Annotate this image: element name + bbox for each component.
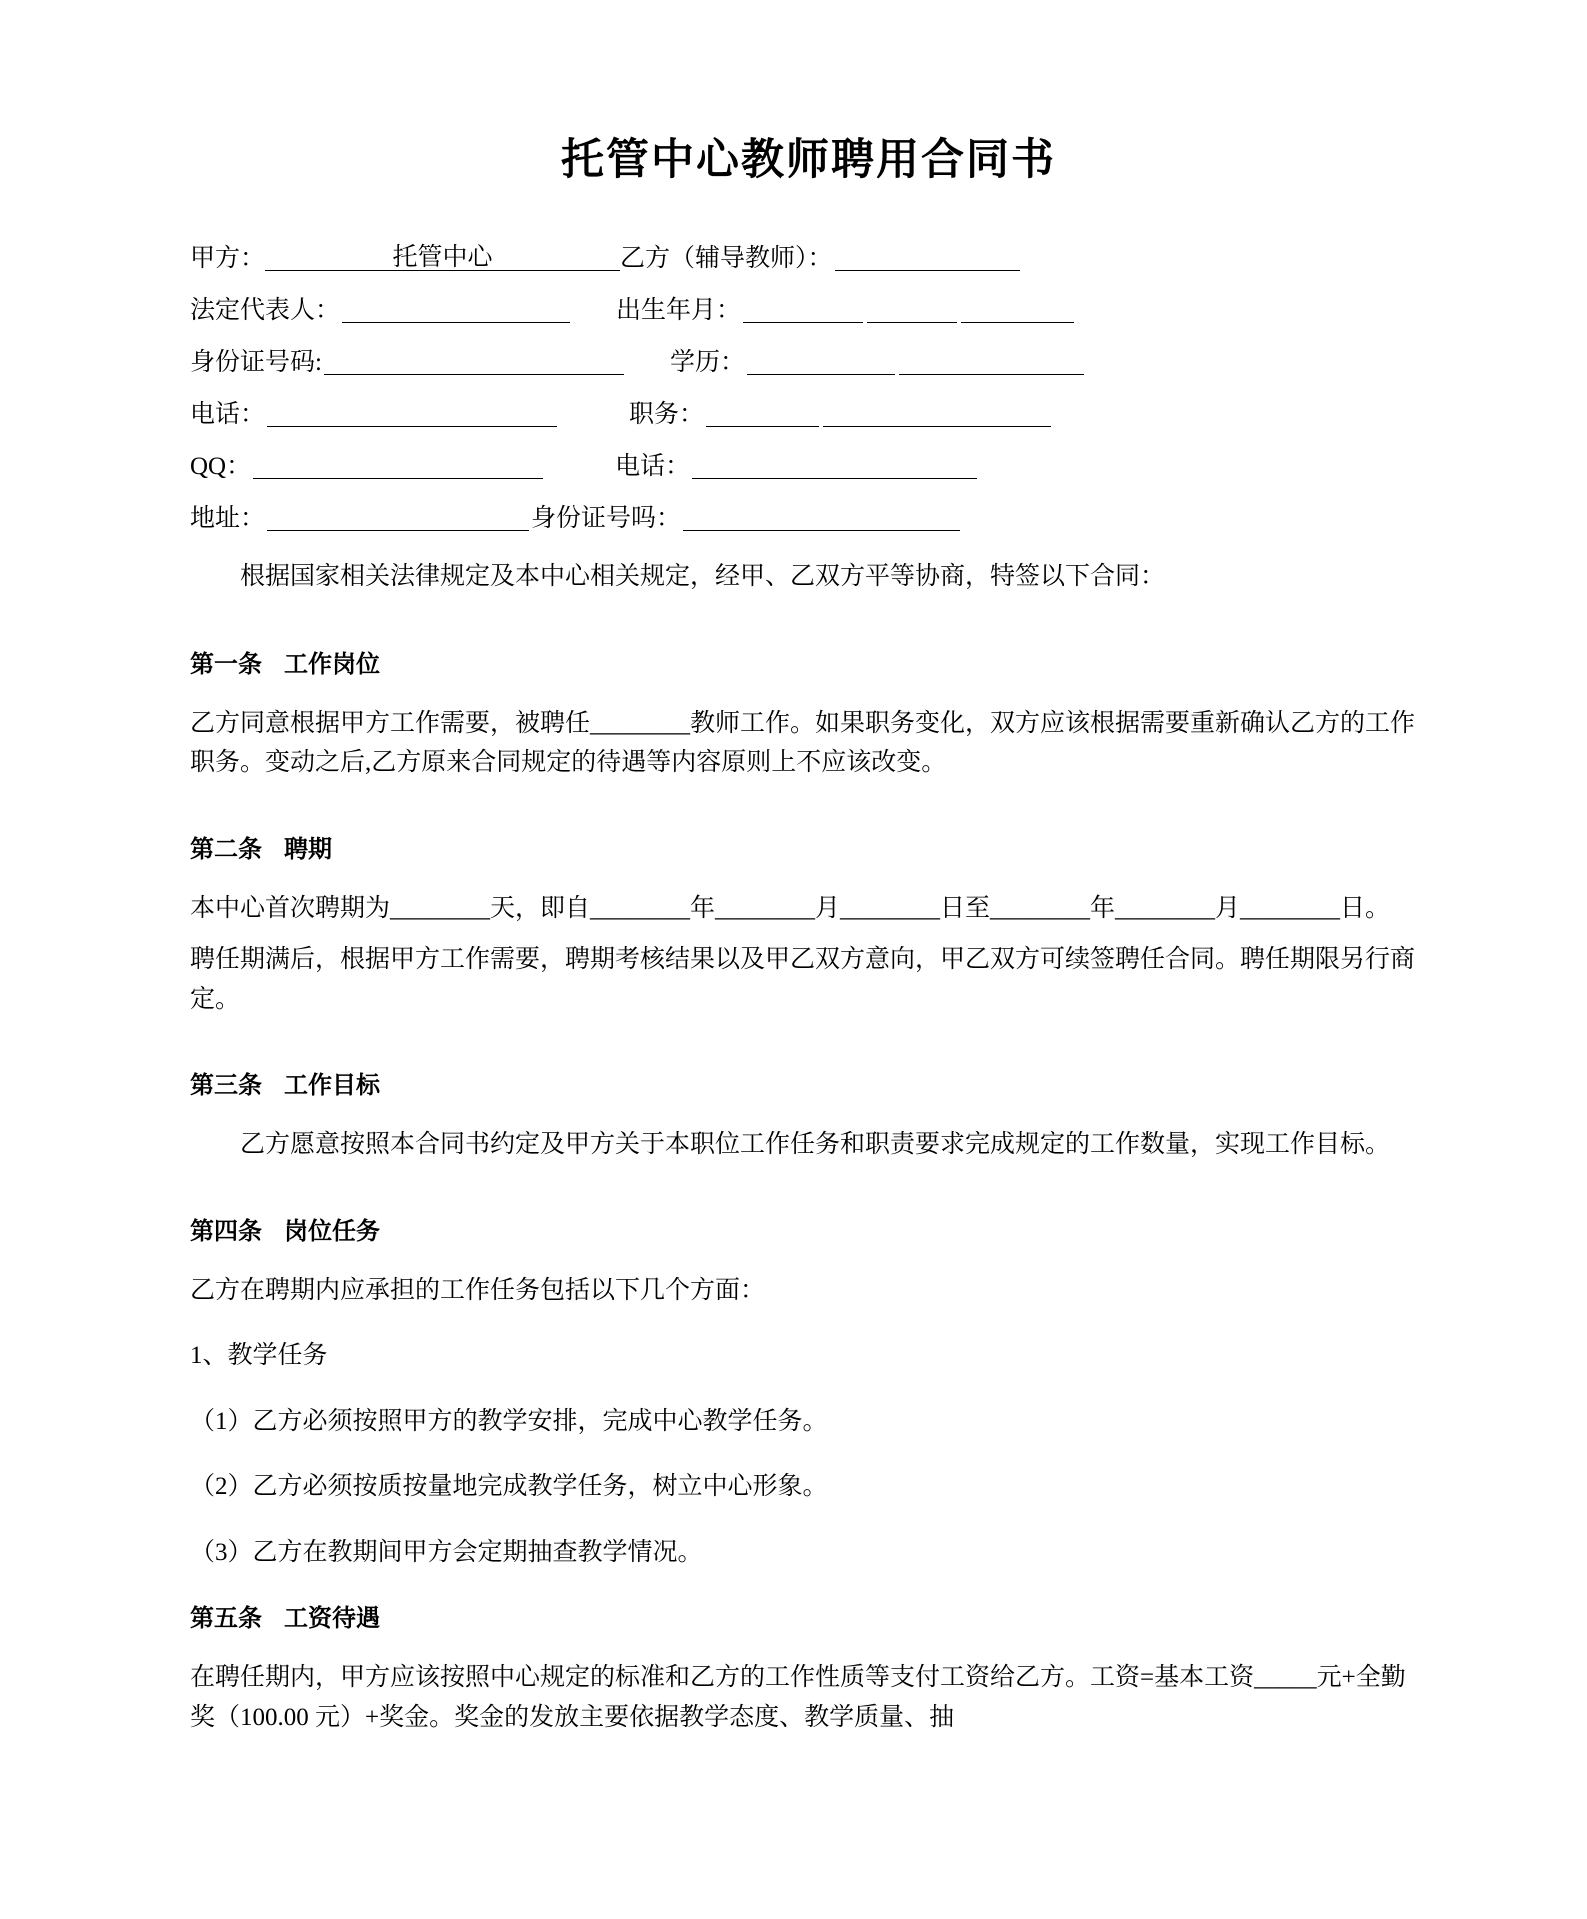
section-1-heading: 工作岗位	[284, 649, 380, 678]
section-4-paragraph-5: （3）乙方在教期间甲方会定期抽查教学情况。	[190, 1538, 703, 1566]
section-2-number: 第二条	[190, 834, 262, 863]
position-label: 职务：	[629, 401, 705, 428]
section-2-paragraph-2: 聘任期满后，根据甲方工作需要，聘期考核结果以及甲乙双方意向，甲乙双方可续签聘任合同。聘任期限另行商定。	[190, 946, 1416, 1013]
birth-input-year[interactable]	[743, 297, 863, 323]
form-row-qq	[190, 453, 1427, 479]
section-3-paragraph: 乙方愿意按照本合同书约定及甲方关于本职位工作任务和职责要求完成规定的工作数量，实现工作目标。	[240, 1131, 1391, 1158]
section-4-heading: 岗位任务	[284, 1216, 380, 1245]
position-input-b[interactable]	[823, 401, 1051, 427]
position-input-a[interactable]	[706, 401, 819, 427]
qq-label: QQ：	[190, 453, 252, 480]
party-info-form	[190, 245, 1427, 531]
section-1-number: 第一条	[190, 649, 262, 678]
id2-input[interactable]	[683, 505, 960, 531]
section-4-number: 第四条	[190, 1216, 262, 1245]
birth-input-day[interactable]	[961, 297, 1074, 323]
section-heading-5	[190, 1598, 1427, 1633]
legal-rep-input[interactable]	[342, 297, 570, 323]
education-input-b[interactable]	[899, 349, 1084, 375]
section-5-heading: 工资待遇	[284, 1604, 380, 1632]
section-heading-1	[190, 644, 1427, 679]
section-heading-4	[190, 1211, 1427, 1246]
phone2-input[interactable]	[692, 453, 977, 479]
party-a-value[interactable]: 托管中心	[265, 245, 620, 271]
form-row-legal-rep	[190, 297, 1427, 323]
section-4-paragraph-3: （1）乙方必须按照甲方的教学安排，完成中心教学任务。	[190, 1407, 828, 1435]
party-a-label: 甲方：	[190, 245, 266, 272]
section-4-paragraph-1: 乙方在聘期内应承担的工作任务包括以下几个方面：	[190, 1276, 766, 1304]
section-heading-3	[190, 1065, 1427, 1100]
party-b-label: 乙方（辅导教师）：	[620, 245, 833, 272]
birth-label: 出生年月：	[616, 297, 742, 324]
preamble-paragraph: 根据国家相关法律规定及本中心相关规定，经甲、乙双方平等协商，特签以下合同：	[240, 563, 1166, 590]
section-2-heading: 聘期	[284, 834, 332, 863]
id-label2: 身份证号吗：	[531, 505, 682, 532]
form-row-phone	[190, 401, 1427, 427]
birth-input-month[interactable]	[867, 297, 957, 323]
phone-input[interactable]	[267, 401, 557, 427]
section-4-paragraph-4: （2）乙方必须按质按量地完成教学任务，树立中心形象。	[190, 1473, 828, 1500]
section-heading-2	[190, 829, 1427, 864]
section-1-paragraph: 乙方同意根据甲方工作需要，被聘任________教师工作。如果职务变化，双方应该根据需要重新确认乙方的工作职务。变动之后,乙方原来合同规定的待遇等内容原则上不应该改变。	[190, 709, 1416, 776]
form-row-party	[190, 245, 1427, 271]
address-label: 地址：	[190, 505, 266, 532]
page-title: 托管中心教师聘用合同书	[561, 135, 1056, 185]
legal-rep-label: 法定代表人：	[190, 297, 341, 324]
education-label: 学历：	[669, 349, 745, 376]
section-5-paragraph: 在聘任期内，甲方应该按照中心规定的标准和乙方的工作性质等支付工资给乙方。工资=基本工资_____元+全勤奖（100.00 元）+奖金。奖金的发放主要依据教学态度、教学质量、抽	[190, 1664, 1406, 1731]
id-input[interactable]	[324, 349, 624, 375]
section-2-paragraph-1: 本中心首次聘期为________天，即自________年________月________日至________年________月________日。	[190, 894, 1391, 922]
section-3-heading: 工作目标	[284, 1071, 380, 1099]
address-input[interactable]	[267, 505, 529, 531]
qq-input[interactable]	[253, 453, 543, 479]
phone-label: 电话：	[190, 401, 266, 428]
section-3-number: 第三条	[190, 1071, 262, 1099]
id-label: 身份证号码:	[190, 349, 322, 376]
section-4-paragraph-2: 1、教学任务	[190, 1342, 328, 1369]
education-input-a[interactable]	[747, 349, 895, 375]
form-row-address	[190, 505, 1427, 531]
form-row-id	[190, 349, 1427, 375]
section-5-number: 第五条	[190, 1604, 262, 1632]
party-b-input[interactable]	[835, 245, 1020, 271]
phone2-label: 电话：	[615, 453, 691, 480]
